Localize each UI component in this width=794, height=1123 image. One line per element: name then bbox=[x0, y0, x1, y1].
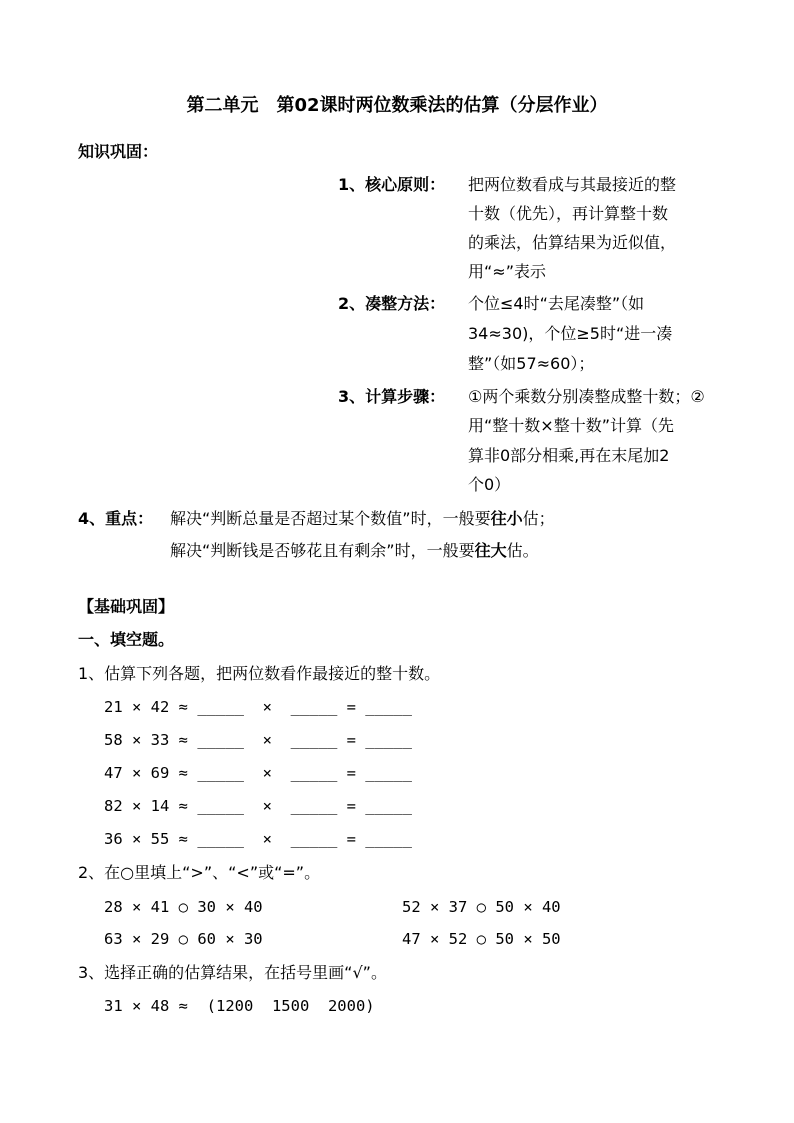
compare-item[interactable]: 47 × 52 ○ 50 × 50 bbox=[402, 930, 561, 948]
rounding-label: 2、凑整方法： bbox=[338, 294, 446, 313]
rounding-line: 个位≤4时“去尾凑整”（如 bbox=[468, 294, 645, 313]
knowledge-heading: 知识巩固： bbox=[78, 142, 159, 161]
principle-line: 用“≈”表示 bbox=[468, 262, 546, 281]
principle-line: 十数（优先），再计算整十数 bbox=[468, 204, 669, 223]
key-point-label: 4、重点： bbox=[78, 509, 154, 528]
estimate-row[interactable]: 21 × 42 ≈ _____ × _____ = _____ bbox=[104, 698, 412, 716]
key-point-line: 解决“判断钱是否够花且有剩余”时，一般要往大估。 bbox=[170, 541, 539, 560]
steps-line: 个0） bbox=[468, 475, 511, 494]
compare-item[interactable]: 52 × 37 ○ 50 × 40 bbox=[402, 898, 561, 916]
estimate-row[interactable]: 58 × 33 ≈ _____ × _____ = _____ bbox=[104, 731, 412, 749]
estimate-row[interactable]: 47 × 69 ≈ _____ × _____ = _____ bbox=[104, 764, 412, 782]
page-title: 第二单元 第02课时两位数乘法的估算（分层作业） bbox=[186, 95, 608, 116]
steps-line: 算非0部分相乘,再在末尾加2 bbox=[468, 446, 670, 465]
steps-line: ①两个乘数分别凑整成整十数；② bbox=[468, 387, 705, 406]
basic-heading: 【基础巩固】 bbox=[78, 597, 175, 616]
estimate-row[interactable]: 36 × 55 ≈ _____ × _____ = _____ bbox=[104, 830, 412, 848]
steps-line: 用“整十数×整十数”计算（先 bbox=[468, 416, 674, 435]
principle-line: 的乘法，估算结果为近似值， bbox=[468, 233, 677, 252]
principle-line: 把两位数看成与其最接近的整 bbox=[468, 175, 677, 194]
steps-label: 3、计算步骤： bbox=[338, 387, 446, 406]
rounding-line: 34≈30)，个位≥5时“进一凑 bbox=[468, 324, 673, 343]
key-point-line: 解决“判断总量是否超过某个数值”时，一般要往小估； bbox=[170, 509, 555, 528]
rounding-line: 整”（如57≈60）； bbox=[468, 354, 595, 373]
question-3-prompt: 3、选择正确的估算结果，在括号里画“√”。 bbox=[78, 963, 387, 982]
compare-item[interactable]: 63 × 29 ○ 60 × 30 bbox=[104, 930, 263, 948]
choice-row[interactable]: 31 × 48 ≈ (1200 1500 2000) bbox=[104, 997, 375, 1015]
section-fill-blank: 一、填空题。 bbox=[78, 630, 175, 649]
question-2-prompt: 2、在○里填上“>”、“<”或“=”。 bbox=[78, 863, 321, 882]
principle-label: 1、核心原则： bbox=[338, 175, 446, 194]
question-1-prompt: 1、估算下列各题，把两位数看作最接近的整十数。 bbox=[78, 664, 441, 683]
compare-item[interactable]: 28 × 41 ○ 30 × 40 bbox=[104, 898, 263, 916]
estimate-row[interactable]: 82 × 14 ≈ _____ × _____ = _____ bbox=[104, 797, 412, 815]
